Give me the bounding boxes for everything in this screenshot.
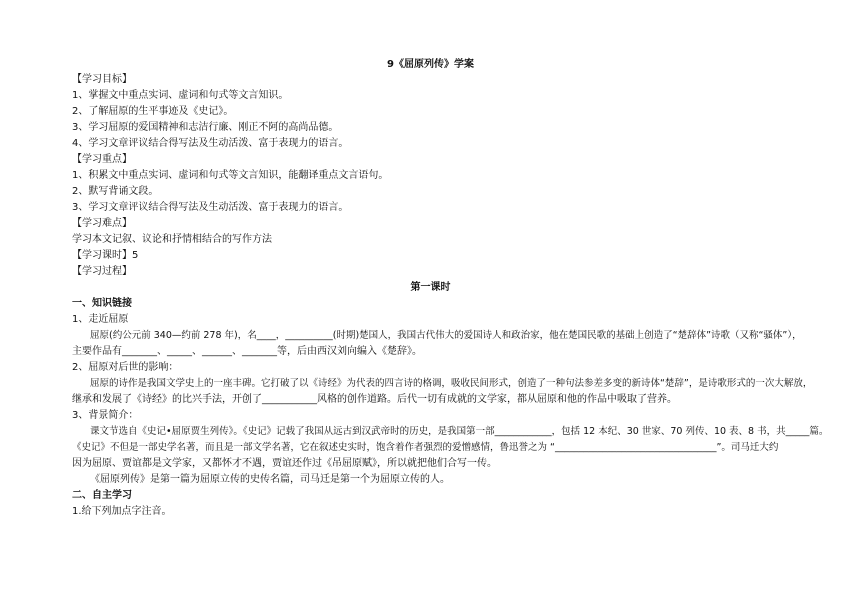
subsection-title: 3、背景简介： (72, 410, 139, 421)
lesson-title: 第一课时 (410, 282, 451, 293)
page-title: 9《屈原列传》学案 (387, 59, 474, 70)
section2-heading: 二、自主学习 (72, 490, 132, 501)
paragraph-line: 主要作品有_______、_____、______、_______等，后由西汉刘向编入《楚辞》。 (72, 346, 422, 357)
process-heading: 【学习过程】 (72, 266, 132, 277)
difficulty-heading: 【学习难点】 (72, 218, 132, 229)
goal-item: 2、了解屈原的生平事迹及《史记》。 (72, 106, 234, 117)
difficulty-text: 学习本文记叙、议论和抒情相结合的写作方法 (72, 234, 272, 245)
keypoint-item: 3、学习文章评议结合得写法及生动活泼、富于表现力的语言。 (72, 202, 349, 213)
goals-heading: 【学习目标】 (72, 74, 132, 85)
hours-line: 【学习课时】5 (72, 250, 139, 261)
goal-item: 1、掌握文中重点实词、虚词和句式等文言知识。 (72, 90, 289, 101)
paragraph-line: 《屈原列传》是第一篇为屈原立传的史传名篇，司马迁是第一个为屈原立传的人。 (90, 474, 450, 485)
paragraph-line: 因为屈原、贾谊都是文学家，又都怀才不遇，贾谊还作过《吊屈原赋》，所以就把他们合写一传。 (72, 458, 497, 469)
paragraph-line: 课文节选自《史记•屈原贾生列传》。《史记》记载了我国从远古到汉武帝时的历史，是我国第一部____________，包括 12 本纪、30 世家、70 列传、10 表、8 书，共_____篇。 (90, 426, 829, 437)
paragraph-line: 《史记》不但是一部史学名著，而且是一部文学名著，它在叙述史实时，饱含着作者强烈的爱憎感情，鲁迅誉之为 “__________________________________”。司马迁大约 (72, 442, 779, 453)
goal-item: 4、学习文章评议结合得写法及生动活泼、富于表现力的语言。 (72, 138, 349, 149)
subsection-title: 2、屈原对后世的影响： (72, 362, 179, 373)
subsection-title: 1、走近屈原 (72, 314, 129, 325)
section1-heading: 一、知识链接 (72, 298, 132, 309)
exercise-item: 1.给下列加点字注音。 (72, 506, 172, 517)
goal-item: 3、学习屈原的爱国精神和志洁行廉、刚正不阿的高尚品德。 (72, 122, 339, 133)
paragraph-line: 屈原(约公元前 340—约前 278 年)，名____，__________(时期)楚国人，我国古代伟大的爱国诗人和政治家，他在楚国民歌的基础上创造了“楚辞体”诗歌（又称“骚体”）， (90, 330, 802, 341)
keypoint-item: 1、积累文中重点实词、虚词和句式等文言知识，能翻译重点文言语句。 (72, 170, 389, 181)
paragraph-line: 继承和发展了《诗经》的比兴手法，开创了___________风格的创作道路。后代一切有成就的文学家，都从屈原和他的作品中吸取了营养。 (72, 394, 677, 405)
keypoint-item: 2、默写背诵文段。 (72, 186, 159, 197)
paragraph-line: 屈原的诗作是我国文学史上的一座丰碑。它打破了以《诗经》为代表的四言诗的格调，吸收民间形式，创造了一种句法参差多变的新诗体“楚辞”，是诗歌形式的一次大解放， (90, 378, 813, 389)
keypoints-heading: 【学习重点】 (72, 154, 132, 165)
